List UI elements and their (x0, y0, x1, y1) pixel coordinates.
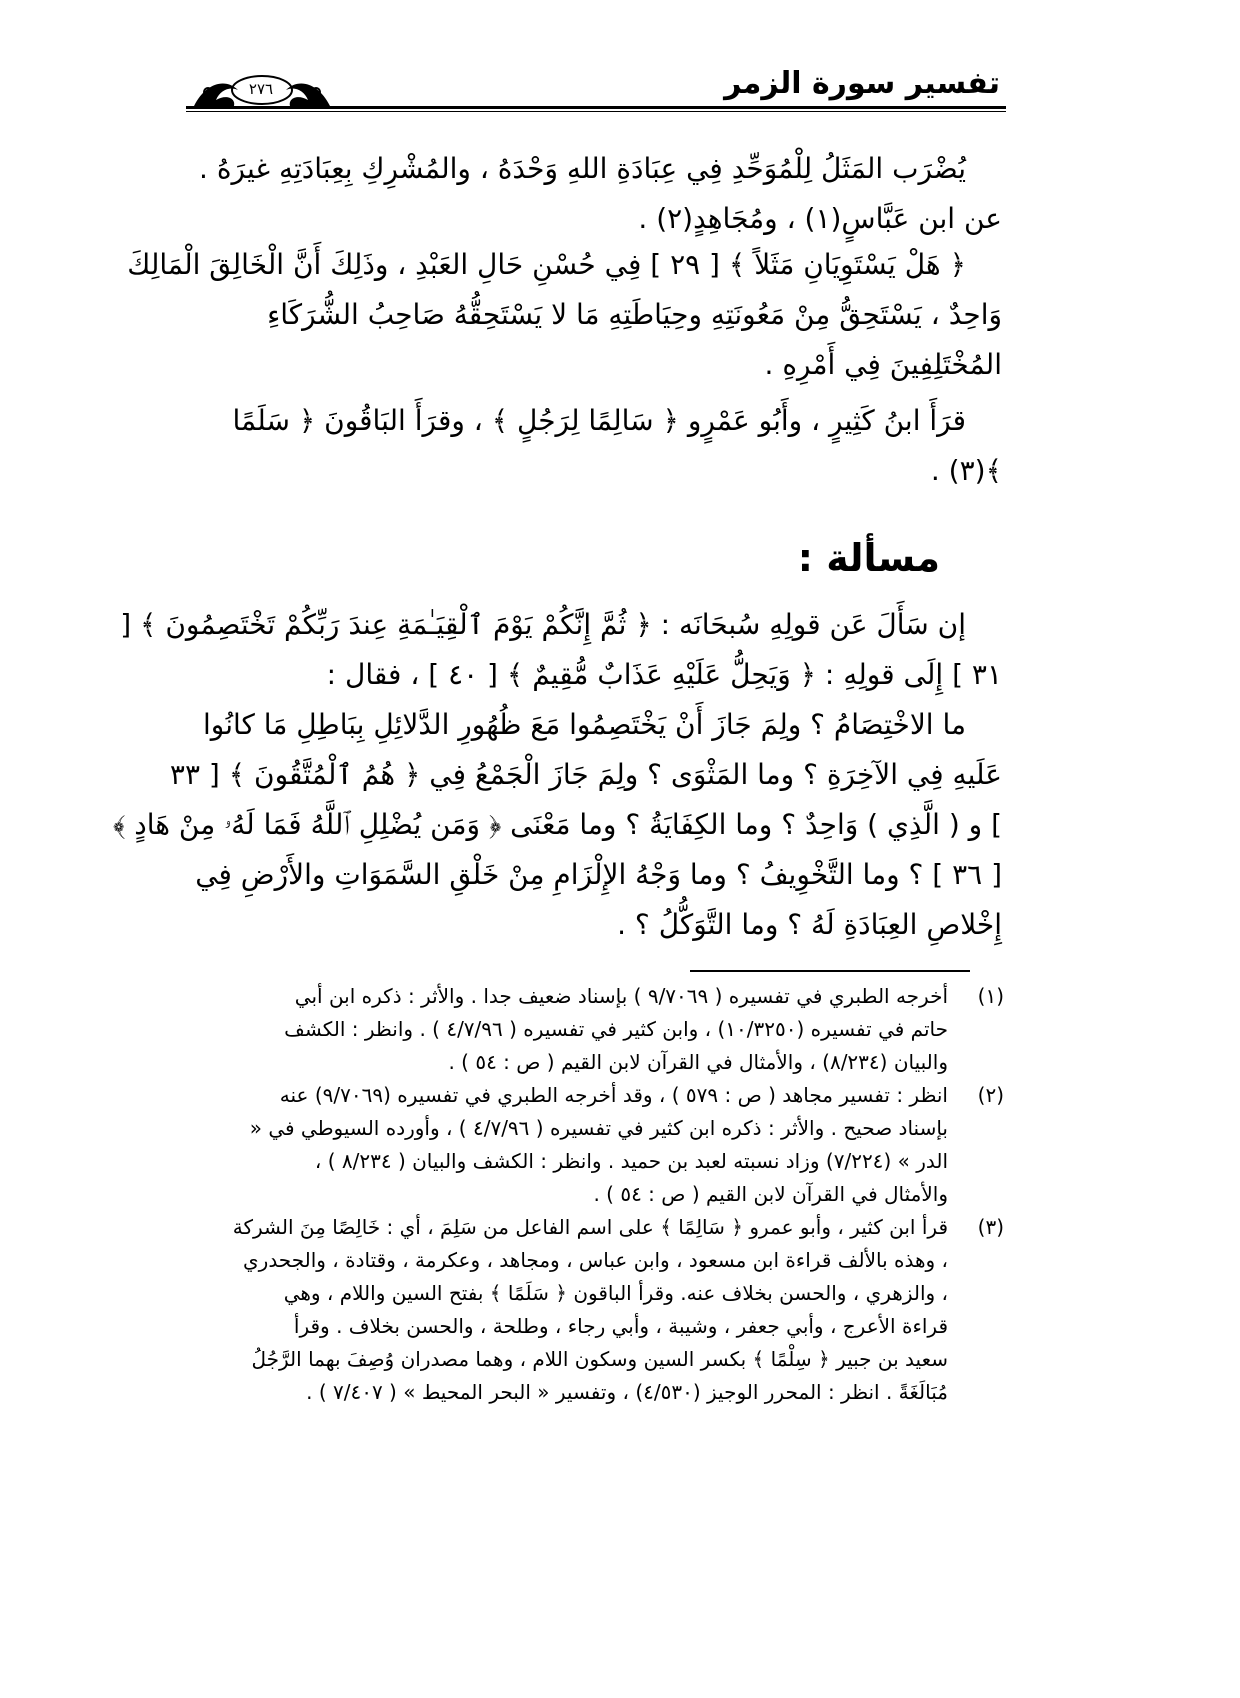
footnote-line: سعيد بن جبير ﴿ سِلْمًا ﴾ بكسر السين وسكون اللام ، وهما مصدران وُصِفَ بهما الرَّجُلُ (251, 1347, 948, 1371)
paragraph-2 (127, 240, 1002, 390)
text-line: وَاحِدٌ ، يَسْتَحِقُّ مِنْ مَعُونَتِهِ وحِيَاطَتِهِ مَا لا يَسْتَحِقُّهُ صَاحِبُ الشُّرَكَاءِ (267, 298, 1002, 331)
text-line: عن ابن عَبَّاسٍ(١) ، ومُجَاهِدٍ(٢) . (638, 202, 1002, 235)
header-rule-thin (186, 111, 1006, 112)
paragraph-5 (112, 700, 1002, 950)
paragraph-4 (120, 600, 1002, 700)
footnote-line: بإسناد صحيح . والأثر : ذكره ابن كثير في تفسيره ( ٤/٧/٩٦ ) ، وأورده السيوطي في « (249, 1116, 948, 1140)
footnote-line: قراءة الأعرج ، وأبي جعفر ، وشيبة ، وأبي رجاء ، وطلحة ، والحسن بخلاف . وقرأ (293, 1314, 948, 1338)
footnotes (234, 980, 1004, 1409)
section-heading: مسألة : (797, 536, 940, 580)
footnote-3 (234, 1211, 1004, 1409)
text-line: قرَأَ ابنُ كَثِيرٍ ، وأَبُو عَمْرٍو ﴿ سَالِمًا لِرَجُلٍ ﴾ ، وقرَأَ البَاقُونَ ﴿ سَلَمًا (232, 404, 966, 437)
running-header-title: تفسير سورة الزمر (724, 66, 1000, 101)
footnote-line: الدر » (٧/٢٢٤) وزاد نسبته لعبد بن حميد . وانظر : الكشف والبيان ( ٨/٢٣٤ ) ، (314, 1149, 948, 1173)
footnote-number: (٢) (977, 1083, 1004, 1107)
text-line: يُضْرَب المَثَلُ لِلْمُوَحِّدِ فِي عِبَادَةِ اللهِ وَحْدَهُ ، والمُشْرِكِ بِعِبَادَتِهِ غيرَهُ . (199, 152, 966, 185)
footnote-line: ، وهذه بالألف قراءة ابن مسعود ، وابن عباس ، ومجاهد ، وعكرمة ، وقتادة ، والجحدري (243, 1248, 948, 1272)
text-line: ما الاخْتِصَامُ ؟ ولِمَ جَازَ أَنْ يَخْتَصِمُوا مَعَ ظُهُورِ الدَّلائِلِ بِبَاطِلِ مَا كانُوا (202, 708, 966, 741)
header-rule (186, 106, 1006, 109)
text-line: ٣١ ] إِلَى قولِهِ : ﴿ وَيَحِلُّ عَلَيْهِ عَذَابٌ مُّقِيمٌ ﴾ [ ٤٠ ] ، فقال : (326, 658, 1002, 691)
footnote-line: مُبَالَغَةً . انظر : المحرر الوجيز (٤/٥٣٠) ، وتفسير « البحر المحيط » ( ٧/٤٠٧ ) . (306, 1380, 948, 1404)
text-line: إِخْلاصِ العِبَادَةِ لَهُ ؟ وما التَّوَكُّلُ ؟ . (617, 908, 1002, 941)
footnote-line: والأمثال في القرآن لابن القيم ( ص : ٥٤ ) . (593, 1182, 948, 1206)
paragraph-1 (199, 144, 1002, 244)
text-line: ﴾(٣) . (930, 454, 1002, 487)
text-line: إن سَأَلَ عَن قولِهِ سُبحَانَه : ﴿ ثُمَّ إِنَّكُمْ يَوْمَ ٱلْقِيَـٰمَةِ عِندَ رَبِّكُمْ تَخْتَصِمُونَ ﴾ [ (120, 608, 966, 641)
text-line: المُخْتَلِفِينَ فِي أَمْرِهِ . (764, 348, 1002, 381)
page-number: ٢٧٦ (248, 80, 274, 98)
footnote-2 (234, 1079, 1004, 1211)
footnote-line: حاتم في تفسيره (١٠/٣٢٥٠) ، وابن كثير في تفسيره ( ٤/٧/٩٦ ) . وانظر : الكشف (284, 1017, 948, 1041)
footnote-line: قرأ ابن كثير ، وأبو عمرو ﴿ سَالِمًا ﴾ على اسم الفاعل من سَلِمَ ، أي : خَالِصًا مِنَ الشركة (232, 1215, 948, 1239)
text-line: عَلَيهِ فِي الآخِرَةِ ؟ وما المَثْوَى ؟ ولِمَ جَازَ الْجَمْعُ فِي ﴿ هُمُ ٱلْمُتَّقُونَ ﴾ [ ٣٣ (169, 758, 1002, 791)
footnote-line: انظر : تفسير مجاهد ( ص : ٥٧٩ ) ، وقد أخرجه الطبري في تفسيره (٩/٧٠٦٩) عنه (279, 1083, 948, 1107)
text-line: ] و ( الَّذِي ) وَاحِدٌ ؟ وما الكِفَايَةُ ؟ وما مَعْنَى ﴿ وَمَن يُضْلِلِ ٱللَّهُ فَمَا لَهُۥ مِنْ هَادٍ ﴾ (112, 808, 1002, 841)
footnote-number: (٣) (977, 1215, 1004, 1239)
footnote-line: أخرجه الطبري في تفسيره ( ٩/٧٠٦٩ ) بإسناد ضعيف جدا . والأثر : ذكره ابن أبي (294, 984, 948, 1008)
text-line: [ ٣٦ ] ؟ وما التَّخْوِيفُ ؟ وما وَجْهُ الإِلْزَامِ مِنْ خَلْقِ السَّمَوَاتِ والأَرْضِ فِي (195, 858, 1002, 891)
footnote-1 (234, 980, 1004, 1079)
text-line: ﴿ هَلْ يَسْتَوِيَانِ مَثَلاً ﴾ [ ٢٩ ] فِي حُسْنِ حَالِ العَبْدِ ، وذَلِكَ أَنَّ الْخَالِقَ الْمَالِكَ (127, 248, 966, 281)
footnote-number: (١) (977, 984, 1004, 1008)
footnote-separator (690, 970, 970, 972)
paragraph-3 (232, 396, 1002, 496)
footnote-line: ، والزهري ، والحسن بخلاف عنه. وقرأ الباقون ﴿ سَلَمًا ﴾ بفتح السين واللام ، وهي (283, 1281, 948, 1305)
footnote-line: والبيان (٨/٢٣٤) ، والأمثال في القرآن لابن القيم ( ص : ٥٤ ) . (448, 1050, 948, 1074)
